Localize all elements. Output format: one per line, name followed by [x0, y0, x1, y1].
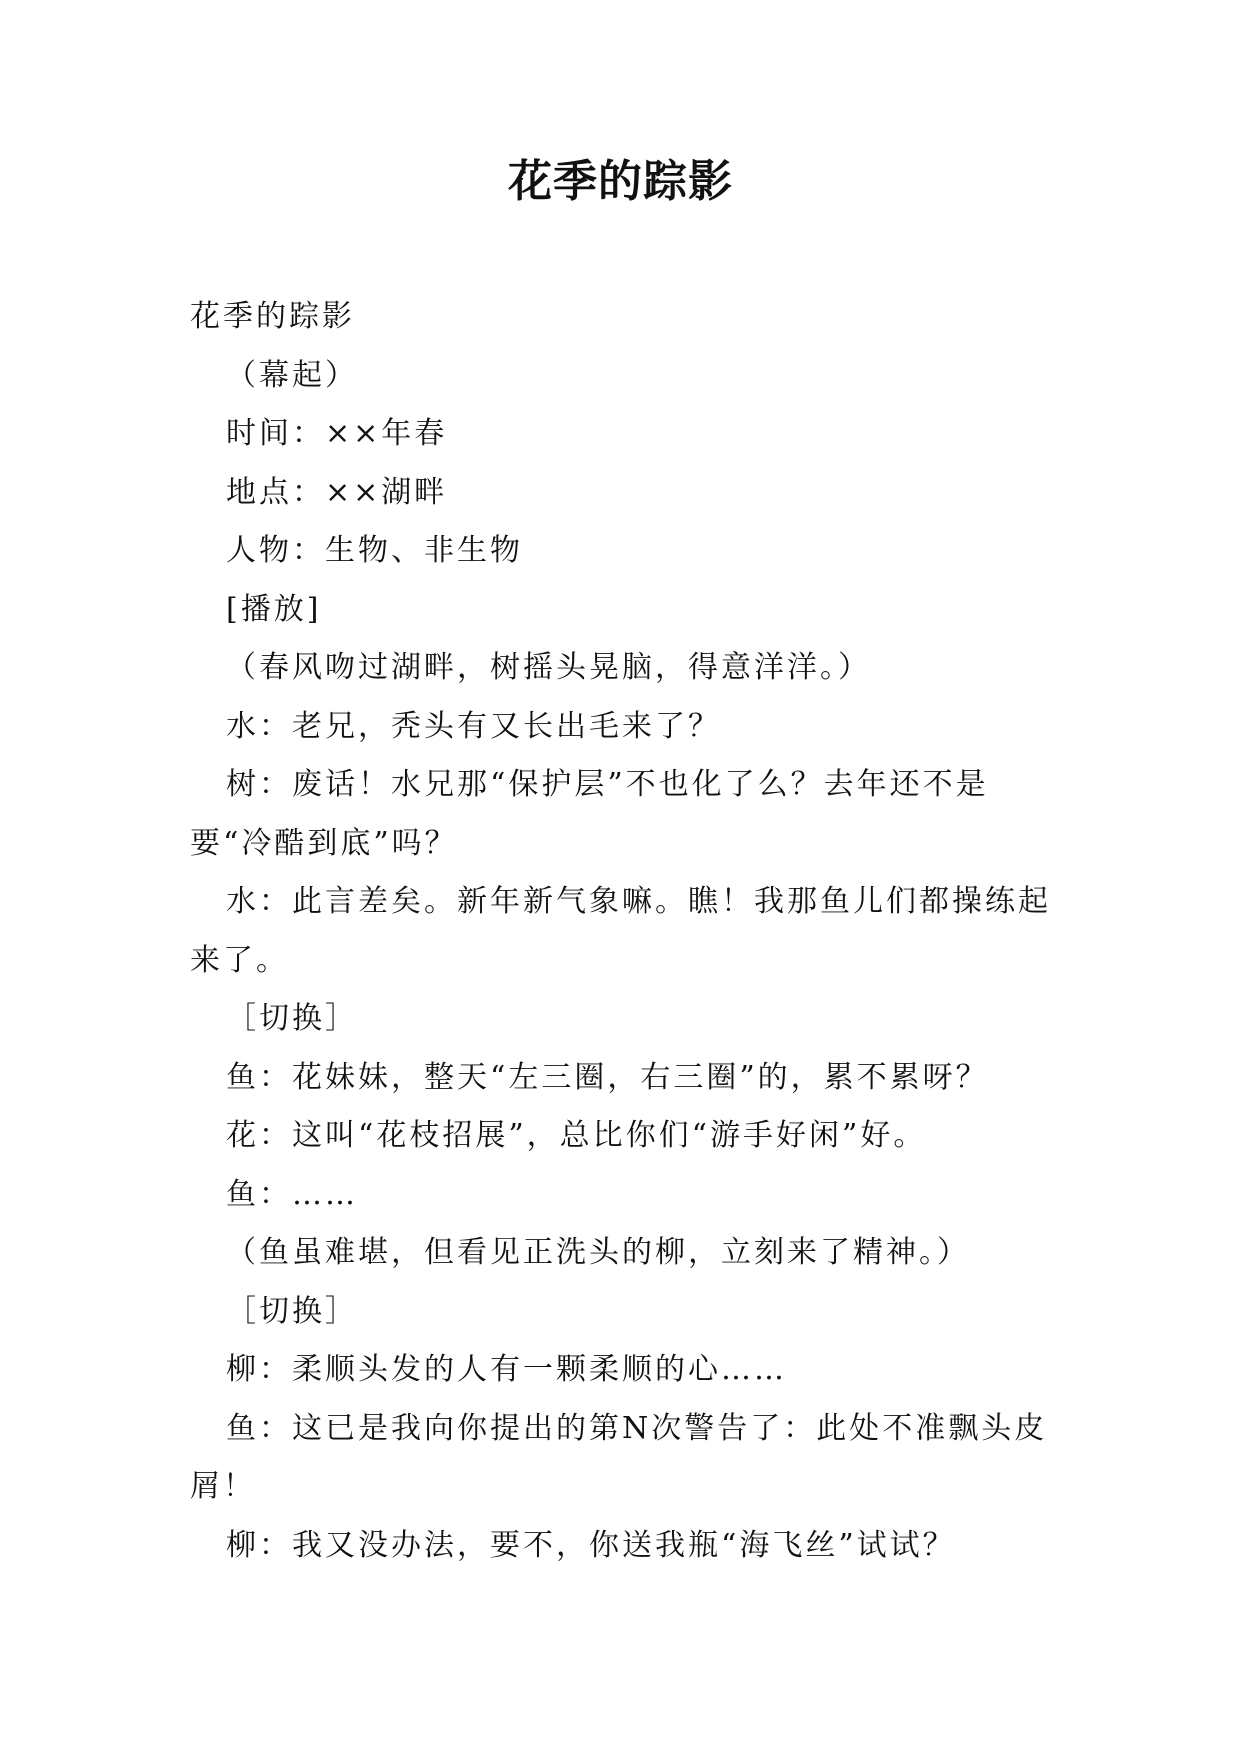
paragraph-place: 地点：××湖畔: [226, 474, 448, 510]
stage-direction-switch: ［切换］: [226, 1001, 358, 1036]
dialogue-line: 鱼：花妹妹，整天“左三圈，右三圈”的，累不累呀？: [226, 1059, 989, 1095]
dialogue-line: 柳：柔顺头发的人有一颗柔顺的心……: [226, 1352, 787, 1387]
dialogue-line: 鱼：……: [226, 1176, 358, 1212]
stage-direction: （春风吻过湖畔，树摇头晃脑，得意洋洋。）: [226, 650, 871, 685]
paragraph-characters: 人物：生物、非生物: [226, 533, 523, 568]
paragraph-time: 时间：××年春: [226, 416, 448, 451]
stage-direction: （鱼虽难堪，但看见正洗头的柳，立刻来了精神。）: [226, 1235, 970, 1270]
dialogue-line: 鱼：这已是我向你提出的第N次警告了：此处不准飘头皮屑！: [190, 1410, 1048, 1504]
stage-direction-switch: ［切换］: [226, 1293, 358, 1329]
dialogue-line: 花：这叫“花枝招展”，总比你们“游手好闲”好。: [226, 1118, 927, 1153]
dialogue-line: 水：老兄，秃头有又长出毛来了？: [226, 708, 721, 744]
document-body: [190, 288, 1056, 1575]
stage-direction-play: [播放]: [226, 591, 322, 627]
dialogue-line: 水：此言差矣。新年新气象嘛。瞧！我那鱼儿们都操练起来了。: [190, 884, 1051, 978]
stage-direction-curtain: （幕起）: [226, 357, 358, 393]
paragraph-heading: 花季的踪影: [190, 299, 355, 334]
dialogue-line: 树：废话！水兄那“保护层”不也化了么？去年还不是要“冷酷到底”吗？: [190, 767, 989, 861]
dialogue-line: 柳：我又没办法，要不，你送我瓶“海飞丝”试试？: [226, 1527, 956, 1563]
document-title: 花季的踪影: [508, 156, 733, 207]
